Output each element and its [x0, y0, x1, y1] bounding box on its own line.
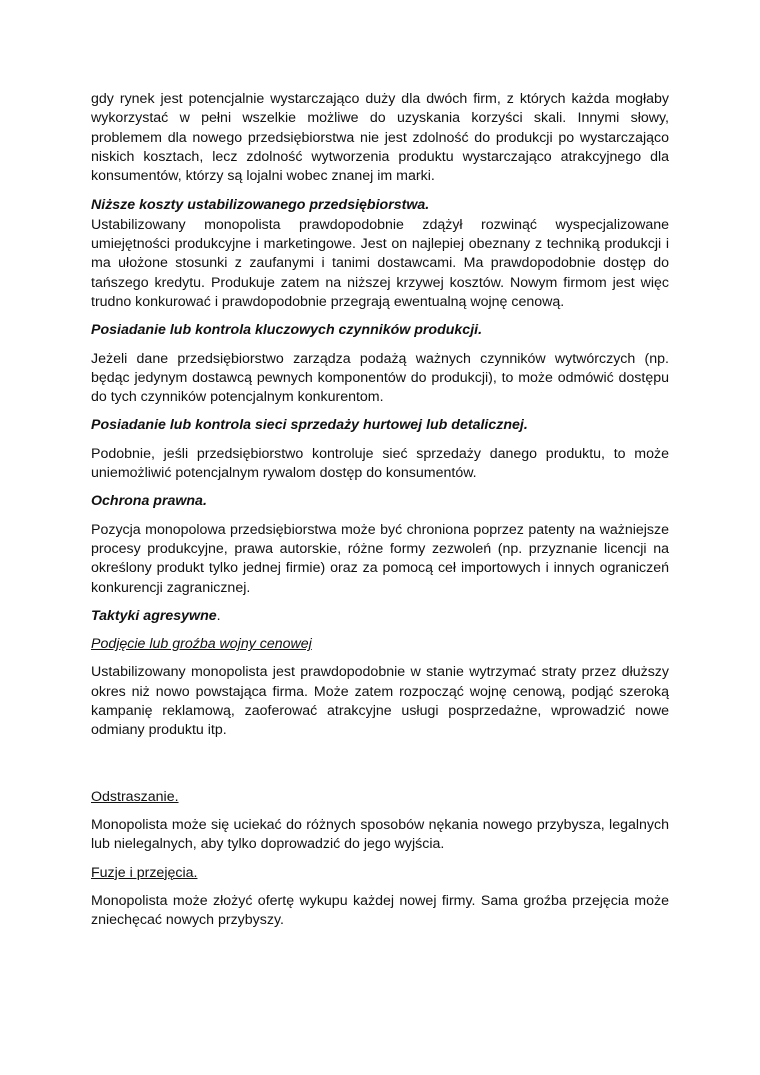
heading-price-war: Podjęcie lub groźba wojny cenowej	[91, 636, 312, 653]
heading-aggressive-dot: .	[216, 607, 221, 624]
heading-lower-costs: Niższe koszty ustabilizowanego przedsiębiorstwa.	[91, 197, 430, 214]
heading-deterrence: Odstraszanie.	[91, 788, 179, 805]
heading-mergers: Fuzje i przejęcia.	[91, 864, 198, 881]
heading-distribution: Posiadanie lub kontrola sieci sprzedaży hurtowej lub detalicznej.	[91, 417, 528, 434]
heading-aggressive: Taktyki agresywne	[91, 607, 217, 624]
heading-aggressive-line	[91, 607, 669, 626]
heading-key-factors: Posiadanie lub kontrola kluczowych czynników produkcji.	[91, 322, 483, 339]
key-factors-paragraph: Jeżeli dane przedsiębiorstwo zarządza podażą ważnych czynników wytwórczych (np. będąc jedynym dostawcą pewnych komponentów do produkcji), to może odmówić dostępu do tych czynników potencjalnym konkurentom.	[91, 350, 669, 406]
deterrence-paragraph: Monopolista może się uciekać do różnych sposobów nękania nowego przybysza, legalnych lub nielegalnych, aby tylko doprowadzić do jego wyjścia.	[91, 816, 669, 853]
mergers-paragraph: Monopolista może złożyć ofertę wykupu każdej nowej firmy. Sama groźba przejęcia może zniechęcać nowych przybyszy.	[91, 892, 669, 929]
lower-costs-paragraph: Ustabilizowany monopolista prawdopodobnie zdążył rozwinąć wyspecjalizowane umiejętności produkcyjne i marketingowe. Jest on najlepiej obeznany z techniką produkcji i ma ułożone stosunki z zaufanymi i tanimi dostawcami. Ma prawdopodobnie dostęp do tańszego kredytu. Produkuje zatem na niższej krzywej kosztów. Nowym firmom jest więc trudno konkurować i prawdopodobnie przegrają ewentualną wojnę cenową.	[91, 216, 669, 310]
price-war-paragraph: Ustabilizowany monopolista jest prawdopodobnie w stanie wytrzymać straty przez dłuższy okres niż nowo powstająca firma. Może zatem rozpocząć wojnę cenową, podjąć szeroką kampanię reklamową, zaoferować atrakcyjne usługi posprzedażne, wprowadzić nowe odmiany produktu itp.	[91, 664, 669, 739]
legal-paragraph: Pozycja monopolowa przedsiębiorstwa może być chroniona poprzez patenty na ważniejsze procesy produkcyjne, prawa autorskie, różne formy zezwoleń (np. przyznanie licencji na określony produkt tylko jednej firmie) oraz za pomocą ceł importowych i innych ograniczeń konkurencji zagranicznej.	[91, 521, 669, 596]
intro-paragraph: gdy rynek jest potencjalnie wystarczająco duży dla dwóch firm, z których każda mogłaby wykorzystać w pełni wszelkie możliwe do uzyskania korzyści skali. Innymi słowy, problemem dla nowego przedsiębiorstwa nie jest zdolność do produkcji po wystarczająco niskich kosztach, lecz zdolność wytworzenia produktu wystarczająco atrakcyjnego dla konsumentów, którzy są lojalni wobec znanej im marki.	[91, 91, 669, 185]
distribution-paragraph: Podobnie, jeśli przedsiębiorstwo kontroluje sieć sprzedaży danego produktu, to może uniemożliwić potencjalnym rywalom dostęp do konsumentów.	[91, 445, 669, 482]
heading-legal: Ochrona prawna.	[91, 493, 207, 510]
